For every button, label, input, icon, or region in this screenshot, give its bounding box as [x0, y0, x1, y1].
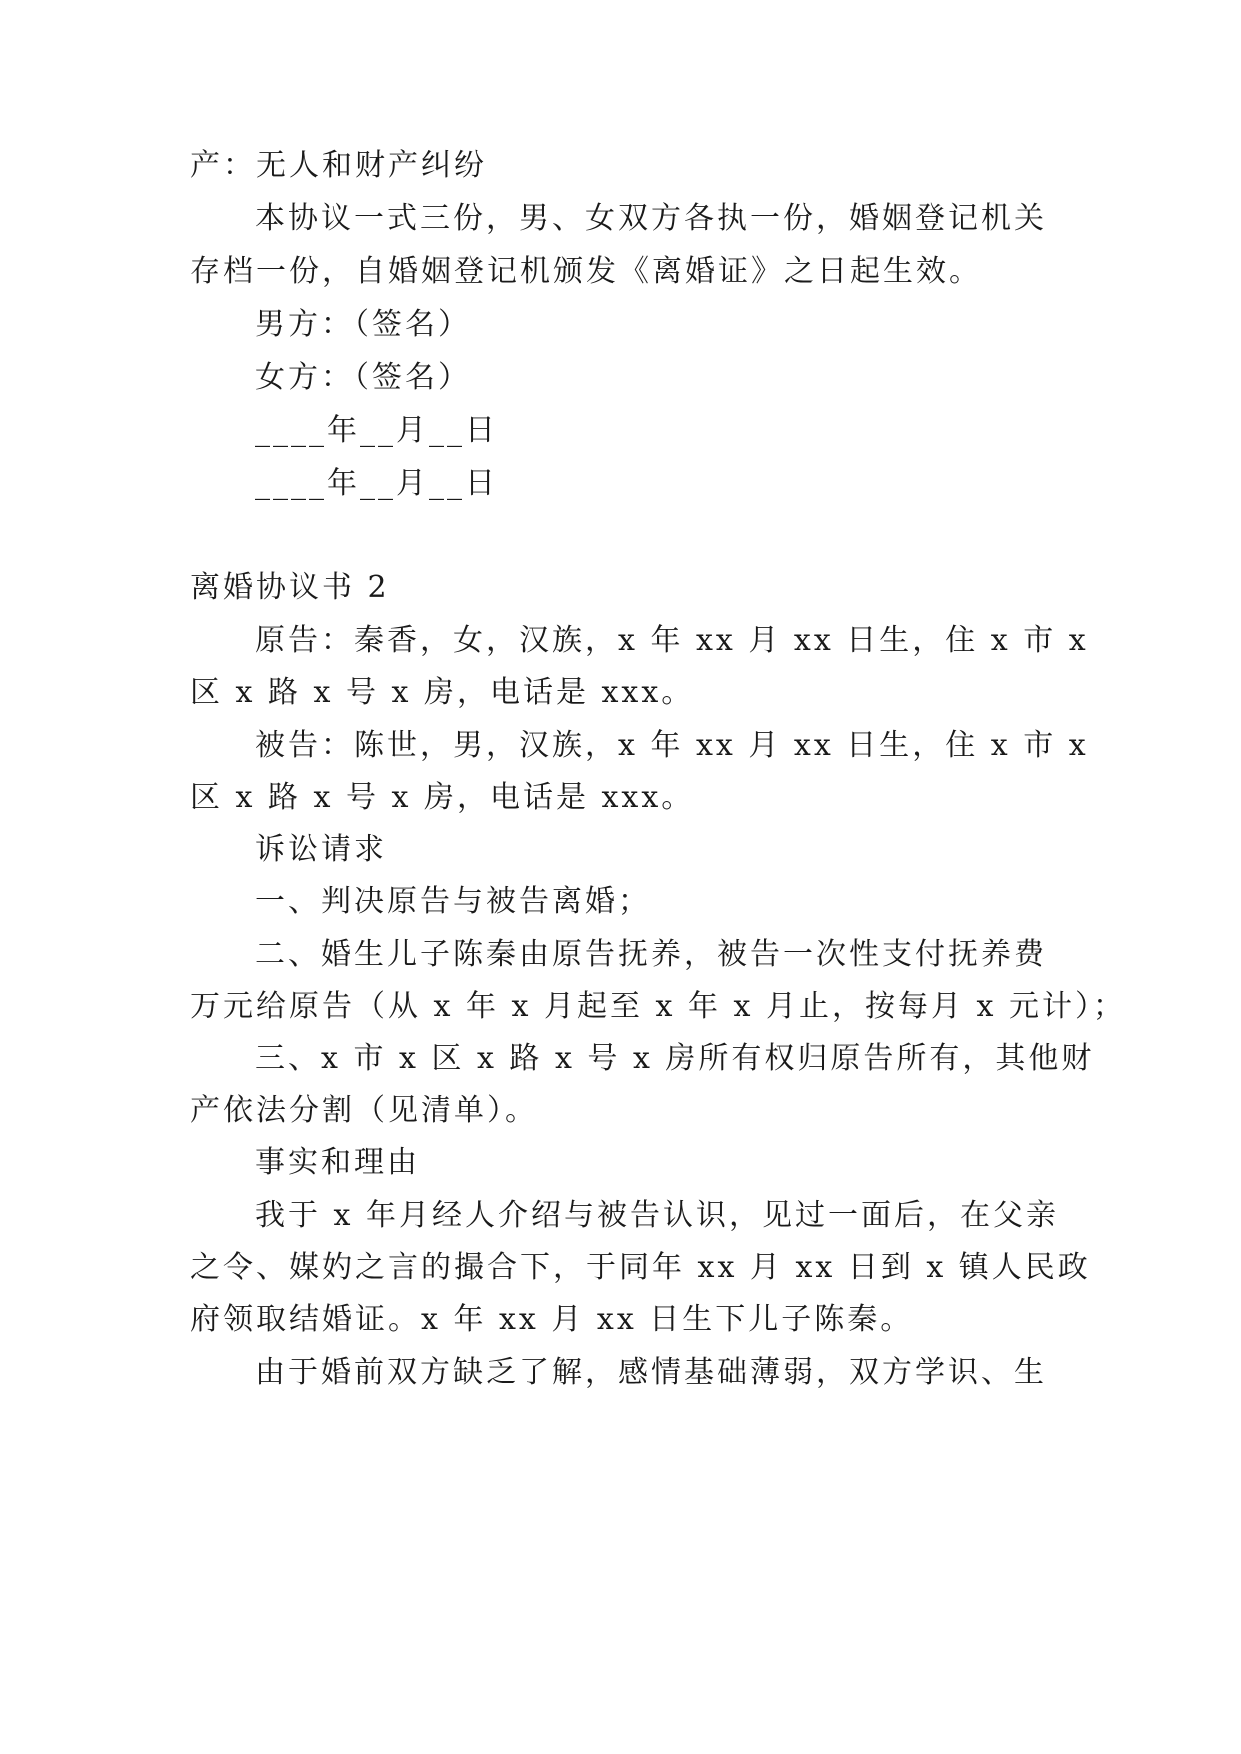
subheading: 事实和理由 [255, 1145, 420, 1180]
text-line: 本协议一式三份，男、女双方各执一份，婚姻登记机关 [255, 201, 1047, 236]
text-line: 由于婚前双方缺乏了解，感情基础薄弱，双方学识、生 [255, 1355, 1047, 1390]
text-line: 万元给原告（从 x 年 x 月起至 x 年 x 月止，按每月 x 元计）； [190, 989, 1126, 1024]
text-line: 之令、媒妁之言的撮合下，于同年 xx 月 xx 日到 x 镇人民政 [190, 1250, 1091, 1285]
text-line: 区 x 路 x 号 x 房，电话是 xxx。 [190, 675, 695, 710]
text-line: 二、婚生儿子陈秦由原告抚养，被告一次性支付抚养费 [255, 937, 1047, 972]
text-line: 我于 x 年月经人介绍与被告认识，见过一面后，在父亲 [255, 1198, 1059, 1233]
text-line: 区 x 路 x 号 x 房，电话是 xxx。 [190, 780, 695, 815]
date-line: ____年__月__日 [255, 466, 498, 501]
signature-female: 女方：（签名） [255, 360, 471, 395]
subheading: 诉讼请求 [255, 832, 387, 867]
section-title: 离婚协议书 2 [190, 570, 390, 605]
text-line: 被告：陈世，男，汉族，x 年 xx 月 xx 日生，住 x 市 x [255, 728, 1089, 763]
date-line: ____年__月__日 [255, 413, 498, 448]
text-line: 产依法分割（见清单）。 [190, 1093, 538, 1128]
text-line: 一、判决原告与被告离婚； [255, 884, 651, 919]
text-line: 三、x 市 x 区 x 路 x 号 x 房所有权归原告所有，其他财 [255, 1041, 1095, 1076]
text-line: 存档一份，自婚姻登记机颁发《离婚证》之日起生效。 [190, 254, 982, 289]
text-line: 原告：秦香，女，汉族，x 年 xx 月 xx 日生，住 x 市 x [255, 623, 1089, 658]
text-line: 府领取结婚证。x 年 xx 月 xx 日生下儿子陈秦。 [190, 1302, 914, 1337]
signature-male: 男方：（签名） [255, 307, 471, 342]
text-line: 产：无人和财产纠纷 [190, 148, 487, 183]
